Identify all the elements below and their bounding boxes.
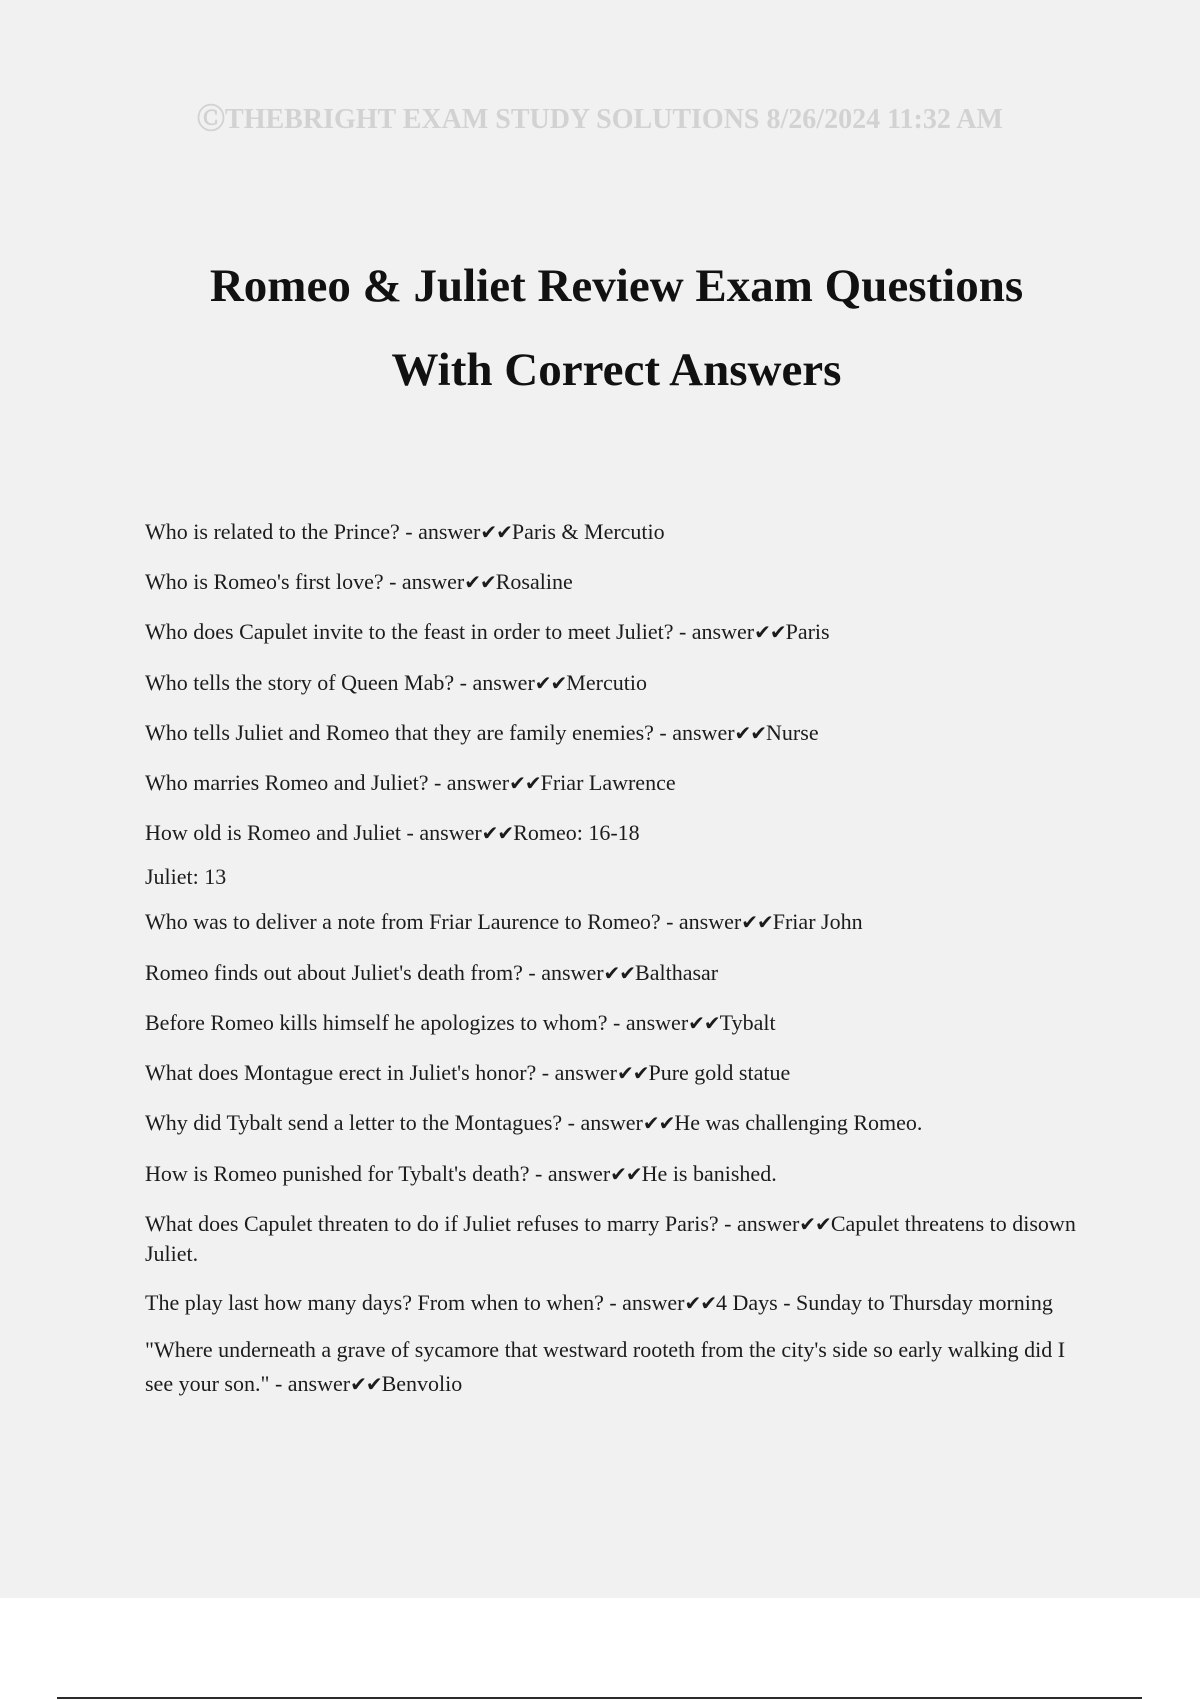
qa-question: What does Capulet threaten to do if Juliet refuses to marry Paris? - answer: [145, 1211, 800, 1236]
double-check-icon: ✔✔: [464, 570, 496, 594]
qa-item: [145, 617, 1085, 647]
page-title: [0, 244, 1200, 412]
qa-question: Romeo finds out about Juliet's death from? - answer: [145, 960, 604, 985]
double-check-icon: ✔✔: [799, 1212, 831, 1236]
qa-answer: 4 Days - Sunday to Thursday morning: [716, 1290, 1053, 1315]
footer-divider: [57, 1697, 1142, 1699]
qa-answer: Friar Lawrence: [540, 770, 676, 795]
qa-item: [145, 768, 1085, 798]
qa-question: How is Romeo punished for Tybalt's death? - answer: [145, 1161, 611, 1186]
qa-question: Who marries Romeo and Juliet? - answer: [145, 770, 510, 795]
double-check-icon: ✔✔: [509, 771, 541, 795]
qa-item: [145, 668, 1085, 698]
qa-answer: He is banished.: [641, 1161, 777, 1186]
qa-question: What does Montague erect in Juliet's honor? - answer: [145, 1060, 617, 1085]
qa-question: Who does Capulet invite to the feast in order to meet Juliet? - answer: [145, 619, 755, 644]
qa-item: [145, 1108, 1085, 1138]
qa-answer: Tybalt: [719, 1010, 776, 1035]
double-check-icon: ✔✔: [603, 961, 636, 985]
qa-answer: Juliet: 13: [145, 864, 227, 889]
qa-answer: Balthasar: [635, 960, 719, 985]
qa-question: Before Romeo kills himself he apologizes to whom? - answer: [145, 1010, 689, 1035]
qa-answer: Friar John: [772, 909, 863, 934]
qa-question: "Where underneath a grave of sycamore that westward rooteth from the city's side so early walking did I see your son." - answer: [145, 1337, 1066, 1396]
double-check-icon: ✔✔: [350, 1372, 382, 1396]
qa-answer: He was challenging Romeo.: [674, 1110, 923, 1135]
double-check-icon: ✔✔: [734, 721, 767, 745]
qa-answer: Benvolio: [381, 1371, 463, 1396]
qa-item: [145, 1333, 1085, 1401]
qa-question: How old is Romeo and Juliet - answer: [145, 820, 482, 845]
qa-item: [145, 818, 1085, 848]
qa-answer: Paris: [785, 619, 830, 644]
qa-list: [145, 497, 1085, 1401]
qa-answer: Romeo: 16-18: [513, 820, 640, 845]
qa-question: Who was to deliver a note from Friar Laurence to Romeo? - answer: [145, 909, 742, 934]
qa-item: [145, 1288, 1085, 1318]
qa-question: The play last how many days? From when to when? - answer: [145, 1290, 685, 1315]
double-check-icon: ✔✔: [754, 620, 786, 644]
qa-answer: Paris & Mercutio: [511, 519, 665, 544]
qa-answer: Nurse: [766, 720, 819, 745]
qa-answer: Pure gold statue: [648, 1060, 791, 1085]
qa-item: [145, 1058, 1085, 1088]
title-line-1: Romeo & Juliet Review Exam Questions: [209, 260, 1024, 312]
double-check-icon: ✔✔: [741, 910, 773, 934]
qa-question: Who is Romeo's first love? - answer: [145, 569, 465, 594]
qa-answer: Rosaline: [495, 569, 573, 594]
double-check-icon: ✔✔: [534, 671, 567, 695]
qa-item: [145, 862, 1085, 892]
qa-question: Who tells Juliet and Romeo that they are family enemies? - answer: [145, 720, 735, 745]
double-check-icon: ✔✔: [616, 1061, 649, 1085]
qa-question: Who is related to the Prince? - answer: [145, 519, 481, 544]
qa-answer: Mercutio: [566, 670, 647, 695]
double-check-icon: ✔✔: [481, 821, 514, 845]
qa-answer: Capulet threatens to disown Juliet.: [145, 1211, 1076, 1266]
qa-question: Why did Tybalt send a letter to the Montagues? - answer: [145, 1110, 643, 1135]
double-check-icon: ✔✔: [642, 1111, 675, 1135]
qa-item: [145, 907, 1085, 937]
qa-item: [145, 567, 1085, 597]
qa-item: [145, 718, 1085, 748]
qa-item: [145, 958, 1085, 988]
double-check-icon: ✔✔: [684, 1291, 716, 1315]
qa-item: [145, 517, 1085, 547]
copyright-watermark: ⒸTHEBRIGHT EXAM STUDY SOLUTIONS 8/26/2024 11:32 AM: [197, 104, 1003, 135]
double-check-icon: ✔✔: [610, 1162, 642, 1186]
double-check-icon: ✔✔: [688, 1011, 720, 1035]
double-check-icon: ✔✔: [480, 520, 512, 544]
qa-question: Who tells the story of Queen Mab? - answer: [145, 670, 535, 695]
title-line-2: With Correct Answers: [391, 344, 842, 396]
qa-item: [145, 1159, 1085, 1189]
qa-item: [145, 1209, 1085, 1269]
qa-item: [145, 1008, 1085, 1038]
